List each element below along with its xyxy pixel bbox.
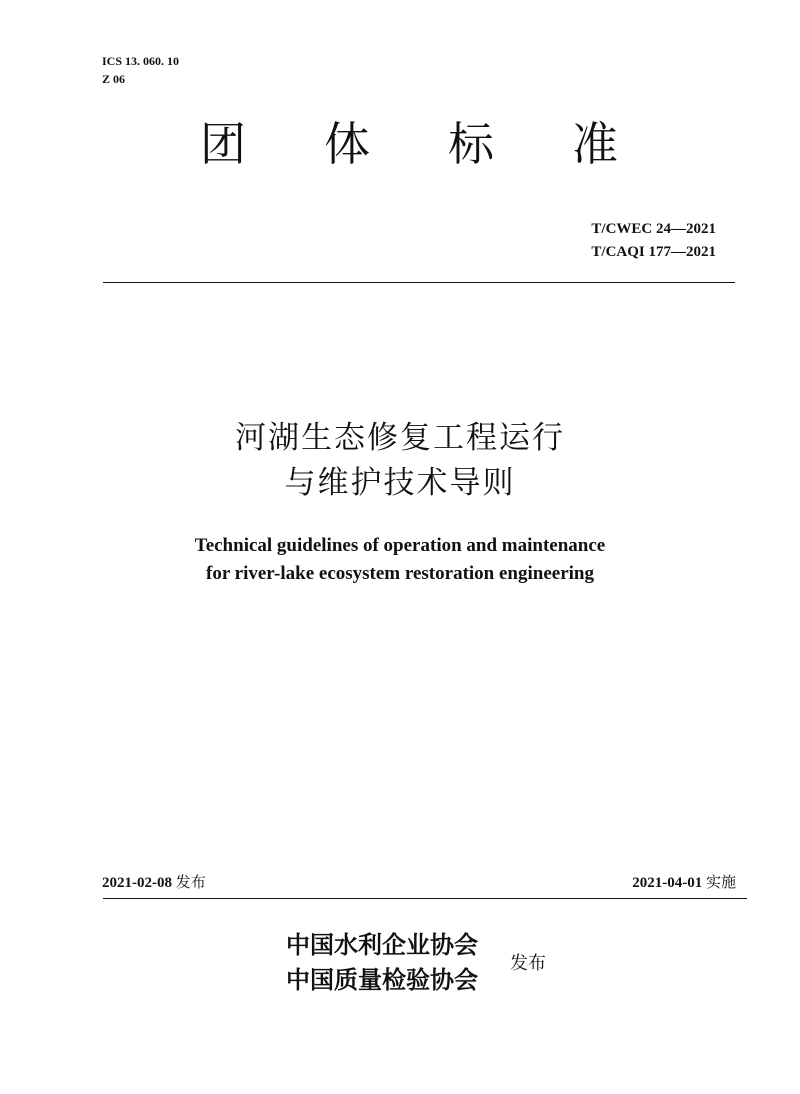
- issue-date-value: 2021-02-08: [102, 875, 172, 891]
- implementation-date-value: 2021-04-01: [632, 875, 703, 891]
- implementation-date-label: 实施: [705, 873, 736, 891]
- standard-type-heading: 团体标准: [200, 117, 696, 171]
- english-title-line-1: Technical guidelines of operation and maintenance: [194, 535, 606, 556]
- chinese-title: [0, 416, 800, 506]
- issue-date-label: 发布: [175, 873, 206, 891]
- standard-codes: [591, 218, 716, 264]
- bottom-divider: [103, 898, 747, 899]
- publish-label: 发布: [510, 953, 546, 974]
- chinese-title-line-1: 河湖生态修复工程运行: [235, 420, 565, 456]
- publisher-1: 中国水利企业协会: [286, 931, 478, 959]
- english-title: [0, 532, 800, 588]
- classification-codes: [102, 52, 179, 88]
- ics-code: ICS 13. 060. 10: [102, 54, 180, 68]
- standard-code-cwec: T/CWEC 24—2021: [591, 221, 716, 237]
- standard-code-caqi: T/CAQI 177—2021: [591, 244, 716, 260]
- publisher-2: 中国质量检验协会: [286, 966, 478, 994]
- english-title-line-2: for river-lake ecosystem restoration engineering: [206, 563, 594, 584]
- issue-date: [102, 871, 206, 894]
- implementation-date: [632, 871, 736, 894]
- ccs-code: Z 06: [102, 72, 126, 86]
- top-divider: [103, 282, 735, 283]
- chinese-title-line-2: 与维护技术导则: [284, 465, 516, 501]
- publishers: [286, 928, 478, 998]
